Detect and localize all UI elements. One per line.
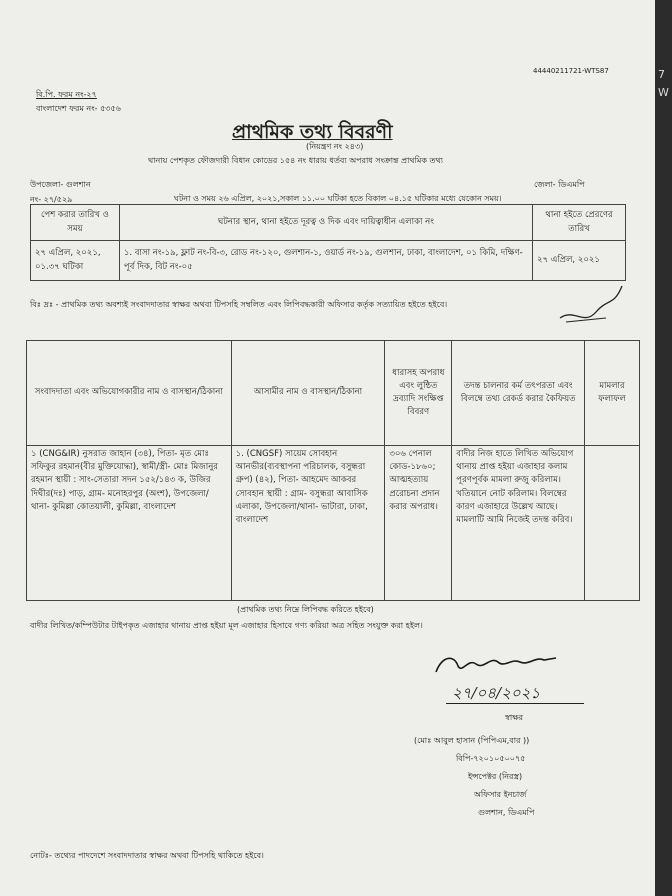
case-details-table xyxy=(26,340,640,601)
header-sent-date: থানা হইতে প্রেরণের তারিখ xyxy=(533,205,626,241)
record-note: (প্রাথমিক তথ্য নিম্নে লিপিবদ্ধ করিতে হইবে) xyxy=(237,605,374,614)
cell-submit-date: ২৭ এপ্রিল, ২০২১, ০১.৩৭ ঘটিকা xyxy=(31,241,120,281)
header-location: ঘটনার স্থান, থানা হইতে দূরত্ব ও দিক এবং দায়িত্বাধীন এলাকা নং xyxy=(119,205,532,241)
background-edge xyxy=(655,0,672,896)
page-title: প্রাথমিক তথ্য বিবরণী xyxy=(232,121,393,143)
handwritten-signature xyxy=(432,648,562,680)
header-submit-date: পেশ করার তারিখ ও সময় xyxy=(31,205,120,241)
district: জেলা- ডিএমপি xyxy=(534,180,585,189)
header-complainant: সংবাদদাতা এবং অভিযোগকারীর নাম ও বাসস্থান/ঠিকানা xyxy=(27,341,232,446)
upazila: উপজেলা- গুলশান xyxy=(30,180,91,189)
cell-accused: ১. (CNGSF) সায়েম সোবহান আনভীর(ব্যবস্থাপনা পরিচালক, বসুন্ধরা গ্রুপ) (৪২), পিতা- আহমেদ আকবর সোবহান স্থায়ী : গ্রাম- বসুন্ধরা আবাসিক এলাকা, উপজেলা/থানা- ভাটারা, ঢাকা, বাংলাদেশ xyxy=(231,446,385,601)
cell-result xyxy=(585,446,640,601)
officer-rank: ইন্সপেক্টর (নিরস্ত্র) xyxy=(468,772,523,781)
footer-note: নোটঃ- তথ্যের পাদদেশে সংবাদদাতার স্বাক্ষর অথবা টিপসহি থাকিতে হইবে। xyxy=(30,851,264,860)
bangladesh-form-number: বাংলাদেশ ফরম নং- ৫৩৫৬ xyxy=(36,104,121,113)
info-table xyxy=(30,204,626,281)
header-accused: আসামীর নাম ও বাসস্থান/ঠিকানা xyxy=(231,341,385,446)
signature-date: ২৭/০৪/২০২১ xyxy=(452,684,541,702)
edge-letter-top: 7 xyxy=(658,68,665,81)
cell-sent-date: ২৭ এপ্রিল, ২০২১ xyxy=(533,241,626,281)
officer-bp-number: বিপি-৭২০১০৫০০৭৫ xyxy=(456,754,526,763)
margin-signature-scribble xyxy=(556,278,626,328)
signature-label: স্বাক্ষর xyxy=(505,713,524,722)
cell-offence: ৩০৬ পেনাল কোড-১৮৬০; আত্মহত্যায় প্ররোচনা প্রদান করার অপরাধ। xyxy=(385,446,452,601)
edge-letter-bottom: W xyxy=(658,86,669,99)
header-result: মামলার ফলাফল xyxy=(585,341,640,446)
officer-role: অফিসার ইনচার্জ xyxy=(474,790,527,799)
signature-line xyxy=(446,703,584,704)
note-paragraph: বিঃ দ্রঃ - প্রাথমিক তথ্য অবশ্যই সংবাদদাতার স্বাক্ষর অথবা টিপসহি সম্বলিত এবং লিপিবদ্ধকারী অফিসার কর্তৃক সত্যায়িত হইতে হইবে। xyxy=(30,300,448,309)
cell-complainant: ১ (CNG&IR) নুসরাত জাহান (৩৪), পিতা- মৃত মোঃ সফিকুর রহমান(বীর মুক্তিযোদ্ধা), স্বামী/স্ত্রী- মোঃ মিজানুর রহমান স্থায়ী : সাং-সেতারা সদন ১৫২/১৪৩ ক, উজির দিঘীর(দঃ) পাড়, গ্রাম- মনোহরপুর (অংশ), উপজেলা/থানা- কুমিল্লা কোতয়ালী, কুমিল্লা, বাংলাদেশ xyxy=(27,446,232,601)
rule-number: (নিয়ন্ত্রণ নং ২৪৩) xyxy=(306,142,364,151)
officer-station: গুলশান, ডিএমপি xyxy=(478,808,535,817)
header-offence: ধারাসহ অপরাধ এবং লুন্ঠিত দ্রব্যাদি সংক্ষিপ্ত বিবরণ xyxy=(385,341,452,446)
form-number: বি.পি. ফরম নং-২৭ xyxy=(36,90,97,99)
complaint-line: বাদীর লিখিত/কম্পিউটার টাইপকৃত এজাহার থানায় প্রাপ্ত হইয়া মূল এজাহার হিসাবে গণ্য করিয়া অত্র সহিত সংযুক্ত করা হইল। xyxy=(30,621,423,630)
case-number: নং- ২৭/৫২৯ xyxy=(30,195,73,204)
header-investigation: তদন্ত চালনার কর্ম তৎপরতা এবং বিলম্বে তথ্য রেকর্ড করার কৈফিয়ত xyxy=(452,341,585,446)
incident-time: ঘটনা ও সময় ২৬ এপ্রিল, ২০২১,সকাল ১১.০০ ঘটিকা হতে বিকাল ০৪.১৫ ঘটিকার মধ্যে যেকোন সময়। xyxy=(174,194,502,203)
intro-line: থানায় পেশকৃত ফৌজদারী বিধান কোডের ১৫৪ নং ধারায় ধর্তব্য অপরাধ সংক্রান্ত প্রাথমিক তথ্য xyxy=(148,156,443,165)
cell-location: ১. বাসা নং-১৯, ফ্লাট নং-বি-৩, রোড নং-১২০, গুলশান-১, ওয়ার্ড নং-১৯, গুলশান, ঢাকা, বাংলাদেশ, ০১ কিমি, দক্ষিণ-পূর্ব দিক, বিট নং-০৫ xyxy=(119,241,532,281)
top-code: 44440211721-WTS87 xyxy=(533,67,609,75)
cell-investigation: বাদীর নিজ হাতে লিখিত অভিযোগ থানায় প্রাপ্ত হইয়া এজাহার কলাম পূরণপূর্বক মামলা রুজু করিলাম। খতিয়ানে নোট করিলাম। বিলম্বের কারণ এজাহারে উল্লেখ আছে। মামলাটি আমি নিজেই তদন্ত করিব। xyxy=(452,446,585,601)
officer-name: (মোঃ আবুল হাসান (পিপিএম,বার )) xyxy=(414,736,530,745)
